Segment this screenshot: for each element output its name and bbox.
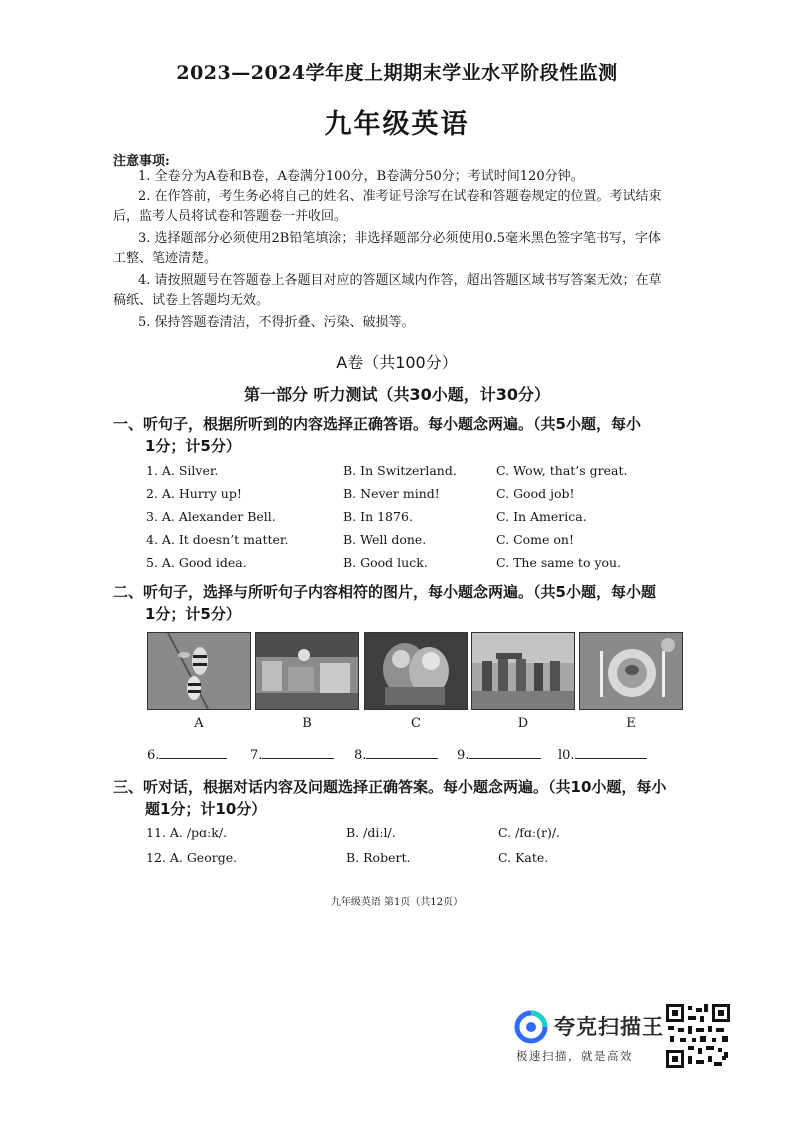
note-4-line2: 稿纸、试卷上答题均无效。 [113,293,270,308]
q1-item-1-c: C. Wow, that’s great. [496,463,628,478]
picture-e-dinner-plate [579,632,683,710]
scanner-logo-icon [514,1010,548,1044]
picture-d-stonehenge [471,632,575,710]
note-2-line1: 2. 在作答前，考生务必将自己的姓名、准考证号涂写在试卷和答题卷规定的位置。考试结束 [138,189,662,204]
note-4-line1: 4. 请按照题号在答题卷上各题目对应的答题区域内作答，超出答题区域书写答案无效；在草 [138,273,662,288]
q2-instruction-line2: 1分；计5分） [145,605,241,623]
q3-item-11-c: C. /fɑː(r)/. [498,825,561,840]
picture-label-d: D [517,716,529,731]
q1-item-4-c: C. Come on! [496,532,574,547]
q1-instruction-line2: 1分；计5分） [145,437,241,455]
answer-blank-7[interactable] [250,746,334,763]
q2-instruction-line1: 二、听句子，选择与所听句子内容相符的图片，每小题念两遍。（共5小题，每小题 [113,583,656,601]
section-a-heading: A卷（共100分） [336,353,458,372]
scanner-slogan: 极速扫描，就是高效 [516,1049,633,1063]
q1-item-5-c: C. The same to you. [496,555,622,570]
part1-heading: 第一部分 听力测试（共30小题，计30分） [243,385,551,404]
picture-label-b: B [302,716,312,731]
note-2-line2: 后，监考人员将试卷和答题卷一并收回。 [113,209,348,224]
q1-instruction-line1: 一、听句子，根据所听到的内容选择正确答语。每小题念两遍。（共5小题，每小 [113,415,641,433]
blank-number: l0. [558,748,575,763]
q3-instruction-line2: 题1分；计10分） [145,800,267,818]
q3-item-11-b: B. /diːl/. [346,825,396,840]
q1-item-2-c: C. Good job! [496,486,575,501]
note-3-line2: 工整、笔迹清楚。 [113,251,218,266]
q3-item-11-a: 11. A. /pɑːk/. [146,825,228,840]
q1-item-5-b: B. Good luck. [343,555,428,570]
q1-item-1-b: B. In Switzerland. [343,463,457,478]
q3-item-12-c: C. Kate. [498,850,549,865]
picture-a-bee [147,632,251,710]
q1-item-5-a: 5. A. Good idea. [146,555,247,570]
picture-label-a: A [194,716,204,731]
answer-blank-8[interactable] [354,746,438,763]
scanner-app-name: 夸克扫描王 [554,1015,664,1039]
q1-item-4-b: B. Well done. [343,532,427,547]
answer-blank-6[interactable] [147,746,227,763]
q1-item-3-c: C. In America. [496,509,587,524]
note-1: 1. 全卷分为A卷和B卷，A卷满分100分，B卷满分50分；考试时间120分钟。 [138,169,584,184]
q1-item-2-a: 2. A. Hurry up! [146,486,242,501]
q3-item-12-a: 12. A. George. [146,850,238,865]
q1-item-3-b: B. In 1876. [343,509,413,524]
q3-instruction-line1: 三、听对话，根据对话内容及问题选择正确答案。每小题念两遍。（共10小题，每小 [113,778,667,796]
q1-item-1-a: 1. A. Silver. [146,463,219,478]
picture-c-people [364,632,468,710]
notes-heading: 注意事项: [113,154,170,169]
picture-b-market [255,632,359,710]
picture-label-e: E [626,716,636,731]
q1-item-3-a: 3. A. Alexander Bell. [146,509,276,524]
answer-blank-10[interactable] [558,746,647,763]
blank-number: 9. [457,748,470,763]
note-3-line1: 3. 选择题部分必须使用2B铅笔填涂；非选择题部分必须使用0.5毫米黑色签字笔书写，字体 [138,231,662,246]
page-footer: 九年级英语 第1页（共12页） [330,897,464,908]
exam-title: 2023—2024学年度上期期末学业水平阶段性监测 [176,62,618,84]
picture-label-c: C [411,716,421,731]
qr-code-icon [666,1004,730,1068]
q1-item-2-b: B. Never mind! [343,486,440,501]
subject-title: 九年级英语 [324,109,470,140]
blank-number: 8. [354,748,367,763]
blank-number: 6. [147,748,160,763]
blank-number: 7. [250,748,263,763]
q3-item-12-b: B. Robert. [346,850,411,865]
q1-item-4-a: 4. A. It doesn’t matter. [146,532,289,547]
answer-blank-9[interactable] [457,746,541,763]
note-5: 5. 保持答题卷清洁，不得折叠、污染、破损等。 [138,315,415,330]
